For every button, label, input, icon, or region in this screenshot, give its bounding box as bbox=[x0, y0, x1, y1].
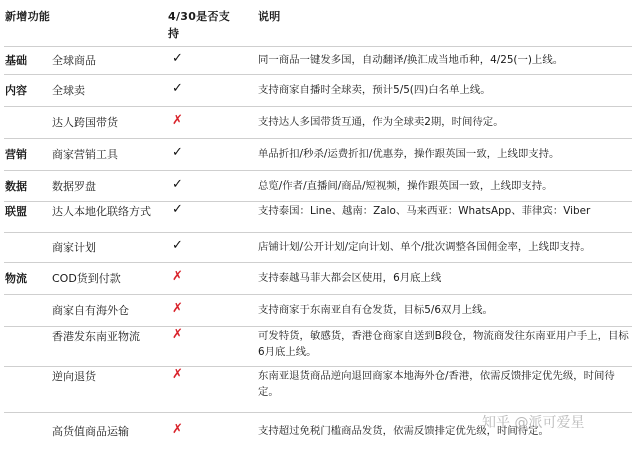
cross-icon: ✗ bbox=[172, 327, 183, 342]
header-description: 说明 bbox=[258, 10, 281, 23]
row-feature: 商家自有海外仓 bbox=[52, 304, 129, 317]
row-description: 可发特货，敏感货，香港仓商家自送到B段仓，物流商发往东南亚用户手上，目标6月底上线。 bbox=[258, 330, 629, 358]
row-feature: 全球商品 bbox=[52, 54, 96, 67]
header-support: 4/30是否支 持 bbox=[168, 10, 231, 40]
row-divider bbox=[4, 201, 632, 202]
row-description: 支持泰国：Line、越南：Zalo、马来西亚：WhatsApp、菲律宾：Viber bbox=[258, 205, 591, 217]
row-description: 支持超过免税门槛商品发货，依需反馈排定优先级，时间待定。 bbox=[258, 425, 549, 437]
row-divider bbox=[4, 138, 632, 139]
check-icon: ✓ bbox=[172, 238, 183, 253]
table-row bbox=[0, 262, 640, 294]
check-icon: ✓ bbox=[172, 202, 183, 217]
row-feature: 商家营销工具 bbox=[52, 148, 118, 161]
check-icon: ✓ bbox=[172, 51, 183, 66]
row-description: 支持泰越马菲大都会区使用，6月底上线 bbox=[258, 272, 442, 284]
table-row bbox=[0, 366, 640, 412]
cross-icon: ✗ bbox=[172, 301, 183, 316]
row-feature: 高货值商品运输 bbox=[52, 425, 129, 438]
row-description: 店铺计划/公开计划/定向计划、单个/批次调整各国佣金率，上线即支持。 bbox=[258, 241, 591, 253]
row-feature: 商家计划 bbox=[52, 241, 96, 254]
row-description: 支持商家于东南亚自有仓发货，目标5/6双月上线。 bbox=[258, 304, 493, 316]
check-icon: ✓ bbox=[172, 177, 183, 192]
row-category: 物流 bbox=[5, 272, 27, 285]
row-divider bbox=[4, 262, 632, 263]
table-row bbox=[0, 294, 640, 326]
cross-icon: ✗ bbox=[172, 367, 183, 382]
row-feature: 达人本地化联络方式 bbox=[52, 205, 151, 218]
table-row bbox=[0, 46, 640, 74]
row-category: 内容 bbox=[5, 84, 27, 97]
row-divider bbox=[4, 232, 632, 233]
row-divider bbox=[4, 366, 632, 367]
cross-icon: ✗ bbox=[172, 422, 183, 437]
row-divider bbox=[4, 170, 632, 171]
header-feature: 新增功能 bbox=[5, 10, 51, 23]
cross-icon: ✗ bbox=[172, 269, 183, 284]
row-category: 联盟 bbox=[5, 205, 27, 218]
row-description: 支持商家自播时全球卖，预计5/5(四)白名单上线。 bbox=[258, 84, 491, 96]
row-description: 总览/作者/直播间/商品/短视频，操作跟英国一致，上线即支持。 bbox=[258, 180, 553, 192]
row-divider bbox=[4, 74, 632, 75]
row-feature: 逆向退货 bbox=[52, 370, 96, 383]
row-description: 支持达人多国带货互通，作为全球卖2期，时间待定。 bbox=[258, 116, 504, 128]
row-divider bbox=[4, 294, 632, 295]
row-feature: COD货到付款 bbox=[52, 272, 121, 285]
row-description: 单品折扣/秒杀/运费折扣/优惠券，操作跟英国一致，上线即支持。 bbox=[258, 148, 560, 160]
table-row bbox=[0, 232, 640, 262]
table-row bbox=[0, 326, 640, 366]
table-row bbox=[0, 74, 640, 106]
row-category: 营销 bbox=[5, 148, 27, 161]
row-feature: 数据罗盘 bbox=[52, 180, 96, 193]
row-divider bbox=[4, 106, 632, 107]
check-icon: ✓ bbox=[172, 81, 183, 96]
row-category: 基础 bbox=[5, 54, 27, 67]
row-category: 数据 bbox=[5, 180, 27, 193]
row-feature: 全球卖 bbox=[52, 84, 85, 97]
table-row bbox=[0, 201, 640, 232]
row-description: 同一商品一键发多国，自动翻译/换汇成当地币种，4/25(一)上线。 bbox=[258, 54, 564, 66]
row-feature: 达人跨国带货 bbox=[52, 116, 118, 129]
table-row bbox=[0, 138, 640, 170]
watermark: 知乎 @派可爱星 bbox=[482, 415, 585, 431]
row-divider bbox=[4, 46, 632, 47]
table-header bbox=[0, 4, 640, 38]
table-row bbox=[0, 170, 640, 201]
row-description: 东南亚退货商品逆向退回商家本地海外仓/香港，依需反馈排定优先级，时间待定。 bbox=[258, 370, 615, 398]
cross-icon: ✗ bbox=[172, 113, 183, 128]
check-icon: ✓ bbox=[172, 145, 183, 160]
row-feature: 香港发东南亚物流 bbox=[52, 330, 140, 343]
row-divider bbox=[4, 326, 632, 327]
table-row bbox=[0, 106, 640, 138]
